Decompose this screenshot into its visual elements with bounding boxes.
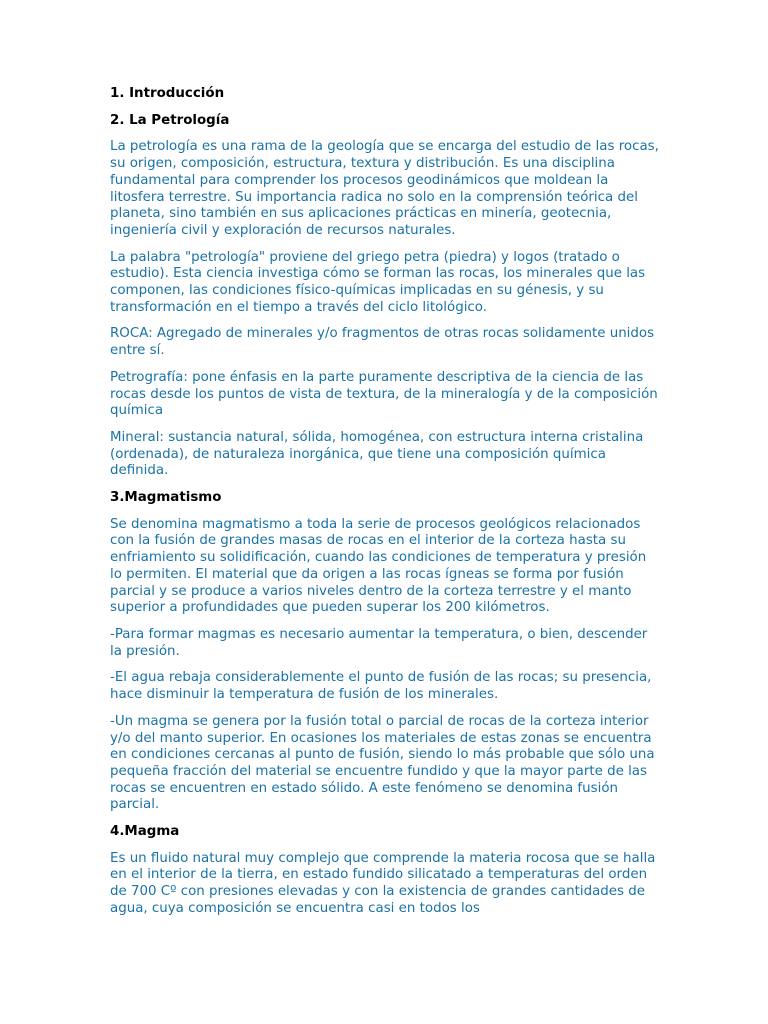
paragraph-fusion-parcial: -Un magma se genera por la fusión total o parcial de rocas de la corteza interior y/o del manto superior. En ocasiones los materiales de estas zonas se encuentra en condiciones cercanas al punto de fusión, siendo lo más probable que sólo una pequeña fracción del material se encuentre fundido y que la mayor parte de las rocas se encuentren en estado sólido. A este fenómeno se denomina fusión parcial. xyxy=(110,713,655,813)
paragraph-magma-definicion: Es un fluido natural muy complejo que comprende la materia rocosa que se halla en el interior de la tierra, en estado fundido silicatado a temperaturas del orden de 700 Cº con presiones elevadas y con la existencia de grandes cantidades de agua, cuya composición se encuentra casi en todos los xyxy=(110,850,656,916)
section-heading-magma: 4.Magma xyxy=(110,824,180,840)
paragraph-petrografia-definicion: Petrografía: pone énfasis en la parte puramente descriptiva de la ciencia de las rocas desde los puntos de vista de textura, de la mineralogía y de la composición química xyxy=(110,369,658,419)
section-heading-petrologia: 2. La Petrología xyxy=(110,112,230,128)
paragraph-magmatismo-definicion: Se denomina magmatismo a toda la serie de procesos geológicos relacionados con la fusión de grandes masas de rocas en el interior de la corteza hasta su enfriamiento su solidificación, cuando las condiciones de temperatura y presión lo permiten. El material que da origen a las rocas ígneas se forma por fusión parcial y se produce a varios niveles dentro de la corteza terrestre y el manto superior a profundidades que pueden superar los 200 kilómetros. xyxy=(110,516,647,616)
paragraph-magma-formacion: -Para formar magmas es necesario aumentar la temperatura, o bien, descender la presión. xyxy=(110,626,648,659)
paragraph-petrologia-etimologia: La palabra "petrología" proviene del griego petra (piedra) y logos (tratado o estudio). Esta ciencia investiga cómo se forman las rocas, los minerales que las componen, las condiciones físico-químicas implicadas en su génesis, y su transformación en el tiempo a través del ciclo litológico. xyxy=(110,249,646,315)
paragraph-petrologia-definicion: La petrología es una rama de la geología que se encarga del estudio de las rocas, su origen, composición, estructura, textura y distribución. Es una disciplina fundamental para comprender los procesos geodinámicos que moldean la litosfera terrestre. Su importancia radica no solo en la comprensión teórica del planeta, sino también en sus aplicaciones prácticas en minería, geotecnia, ingeniería civil y exploración de recursos naturales. xyxy=(110,139,659,238)
document-page xyxy=(110,84,660,928)
paragraph-mineral-definicion: Mineral: sustancia natural, sólida, homogénea, con estructura interna cristalina (ordenada), de naturaleza inorgánica, que tiene una composición química definida. xyxy=(110,429,644,479)
section-heading-magmatismo: 3.Magmatismo xyxy=(110,490,222,506)
paragraph-roca-definicion: ROCA: Agregado de minerales y/o fragmentos de otras rocas solidamente unidos entre sí. xyxy=(110,326,655,359)
section-heading-introduccion: 1. Introducción xyxy=(110,86,225,101)
paragraph-agua-fusion: -El agua rebaja considerablemente el punto de fusión de las rocas; su presencia, hace disminuir la temperatura de fusión de los minerales. xyxy=(110,670,652,703)
